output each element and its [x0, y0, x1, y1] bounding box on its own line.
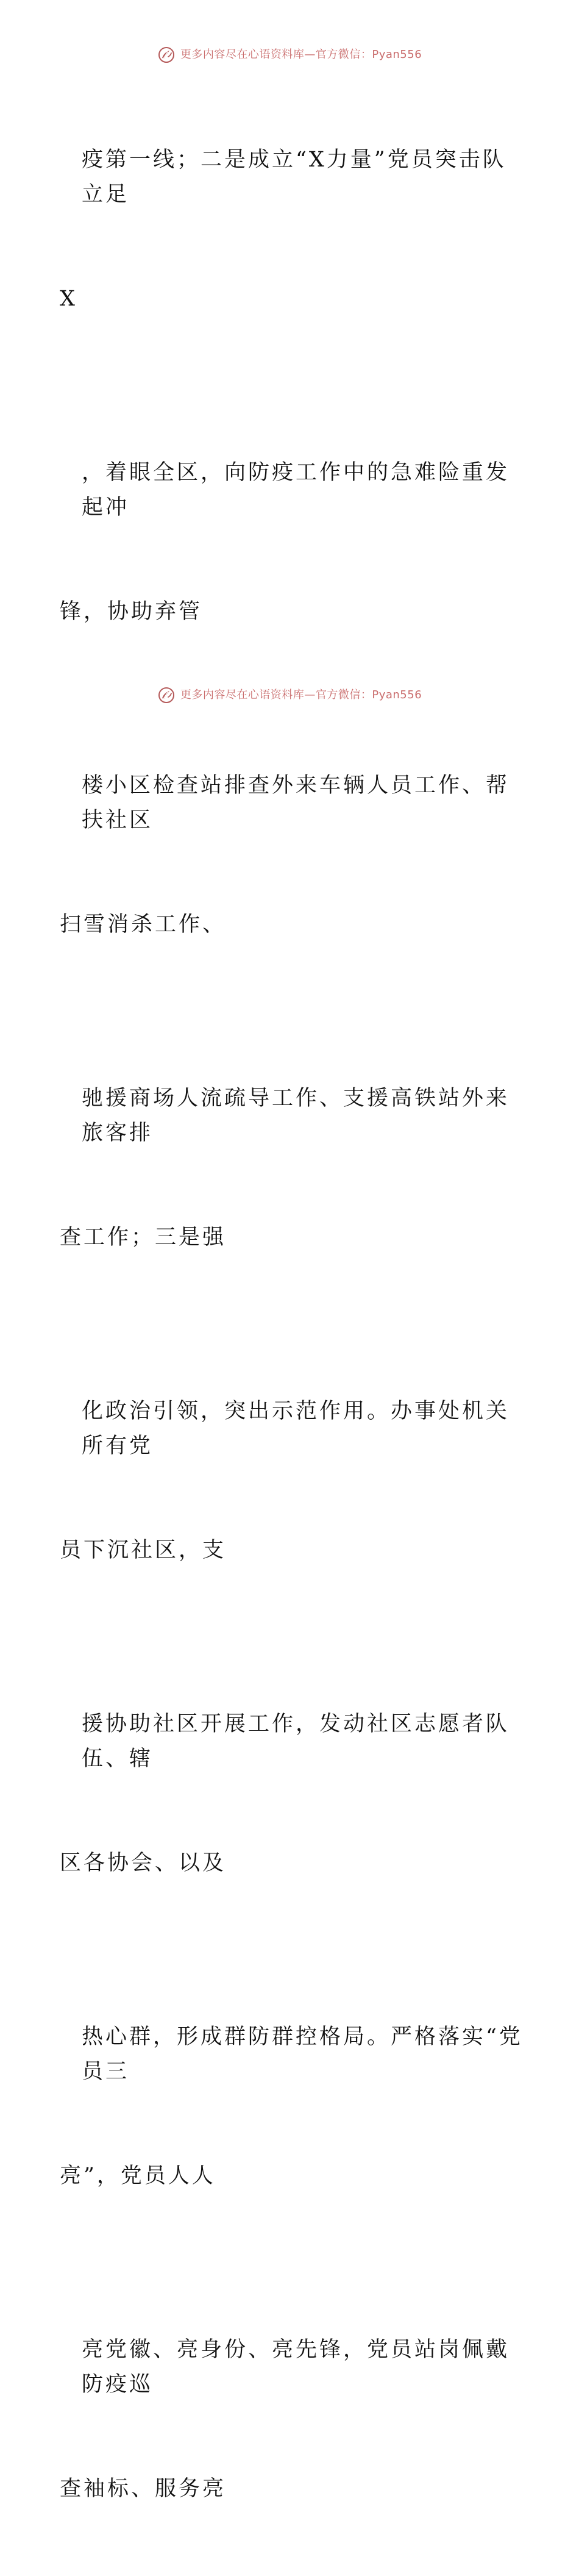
paragraph-4-lead: 驰援商场人流疏导工作、支援高铁站外来旅客排	[82, 1086, 510, 1145]
watermark-top	[0, 43, 579, 67]
paragraph-1-tail: X	[60, 287, 77, 311]
paragraph-7	[60, 1950, 523, 2263]
paragraph-8	[60, 2263, 523, 2576]
paragraph-2	[60, 386, 523, 699]
watermark-top-text: 更多内容尽在心语资料库—官方微信：Pyan556	[180, 48, 422, 61]
quill-pen-logo-icon	[157, 46, 176, 64]
paragraph-1	[60, 73, 523, 386]
paragraph-7-lead: 热心群，形成群防群控格局。严格落实“党员三	[82, 2025, 523, 2084]
paragraph-4	[60, 1012, 523, 1325]
watermark-bottom-text: 更多内容尽在心语资料库—官方微信：Pyan556	[180, 689, 422, 701]
quill-pen-logo-icon	[157, 686, 176, 704]
paragraph-3	[60, 699, 523, 1012]
paragraph-8-lead: 亮党徽、亮身份、亮先锋，党员站岗佩戴防疫巡	[82, 2338, 510, 2397]
paragraph-8-tail: 查袖标、服务亮	[60, 2477, 227, 2501]
document-body	[60, 73, 523, 2576]
paragraph-2-lead: ，着眼全区，向防疫工作中的急难险重发起冲	[82, 460, 510, 520]
paragraph-3-lead: 楼小区检查站排查外来车辆人员工作、帮扶社区	[82, 773, 510, 832]
paragraph-3-tail: 扫雪消杀工作、	[60, 912, 227, 937]
paragraph-7-tail: 亮”，党员人人	[60, 2164, 216, 2188]
paragraph-2-tail: 锋，协助弃管	[60, 599, 203, 624]
paragraph-6-tail: 区各协会、以及	[60, 1851, 227, 1875]
watermark-bottom	[0, 683, 579, 707]
paragraph-4-tail: 查工作；三是强	[60, 1225, 227, 1250]
paragraph-6	[60, 1637, 523, 1950]
paragraph-5-tail: 员下沉社区，支	[60, 1538, 227, 1562]
paragraph-5-lead: 化政治引领，突出示范作用。办事处机关所有党	[82, 1399, 510, 1458]
paragraph-6-lead: 援协助社区开展工作，发动社区志愿者队伍、辖	[82, 1712, 510, 1771]
paragraph-1-lead: 疫第一线；二是成立“X力量”党员突击队立足	[82, 148, 506, 207]
paragraph-5	[60, 1325, 523, 1637]
